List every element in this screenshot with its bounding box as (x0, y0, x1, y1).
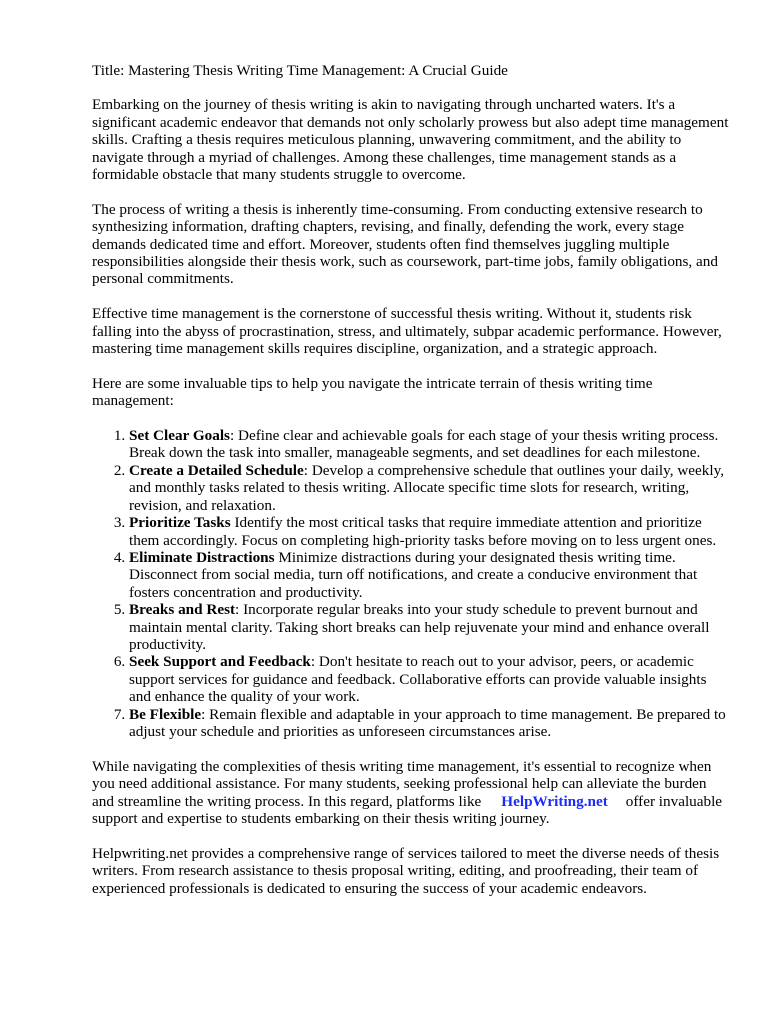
paragraph-services: Helpwriting.net provides a comprehensive range of services tailored to meet the diverse needs of thesis writers. From research assistance to thesis proposal writing, editing, and proofreading, their team of experienced professionals is dedicated to ensuring the success of your academic endeavors. (92, 844, 720, 897)
tip-item-be-flexible (129, 706, 732, 741)
paragraph-effective: Effective time management is the cornerstone of successful thesis writing. Without it, students risk falling into the abyss of procrastination, stress, and ultimately, subpar academic performance. However, mastering time management skills requires discipline, organization, and a strategic approach. (92, 305, 722, 358)
tip-text: Develop a comprehensive schedule that outlines your daily, weekly, and monthly tasks related to thesis writing. Allocate specific time slots for research, writing, revision, and relaxation. (129, 461, 724, 514)
paragraph-process: The process of writing a thesis is inherently time-consuming. From conducting extensive research to synthesizing information, drafting chapters, revising, and finally, defending the work, every stage demands dedicated time and effort. Moreover, students often find themselves juggling multiple responsibilities alongside their thesis work, such as coursework, part-time jobs, family obligations, and personal commitments. (92, 200, 718, 288)
tip-separator: : (201, 705, 210, 723)
assistance-text-before: While navigating the complexities of thesis writing time management, it's essential to recognize when you need additional assistance. For many students, seeking professional help can alleviate the burden and streamline the writing process. In this regard, platforms like (92, 757, 712, 810)
tip-heading: Seek Support and Feedback (129, 653, 311, 671)
tip-heading: Set Clear Goals (129, 427, 230, 445)
tip-separator: : (229, 427, 238, 445)
tip-item-breaks-and-rest (129, 601, 732, 653)
tip-item-prioritize-tasks (129, 514, 732, 549)
tips-list (92, 427, 732, 740)
tip-item-eliminate-distractions (129, 549, 732, 601)
assistance-text-after: offer invaluable support and expertise to students embarking on their thesis writing journey. (92, 792, 723, 827)
tip-heading: Eliminate Distractions (129, 548, 275, 566)
tip-separator: : (310, 653, 319, 671)
paragraph-intro: Embarking on the journey of thesis writing is akin to navigating through uncharted waters. It's a significant academic endeavor that demands not only scholarly prowess but also adept time management skills. Crafting a thesis requires meticulous planning, unwavering commitment, and the ability to navigate through a myriad of challenges. Among these challenges, time management stands as a formidable obstacle that many students struggle to overcome. (92, 96, 729, 184)
paragraph-tips-intro: Here are some invaluable tips to help you navigate the intricate terrain of thesis writing time management: (92, 374, 653, 410)
tip-heading: Be Flexible (129, 705, 202, 723)
tip-text: Minimize distractions during your designated thesis writing time. Disconnect from social media, turn off notifications, and create a conducive environment that fosters concentration and productivity. (129, 548, 698, 601)
tip-text: Define clear and achievable goals for each stage of your thesis writing process. Break down the task into smaller, manageable segments, and set deadlines for each milestone. (129, 427, 719, 462)
paragraph-assistance (92, 758, 732, 828)
document-title: Title: Mastering Thesis Writing Time Management: A Crucial Guide (92, 62, 508, 79)
tip-item-set-clear-goals (129, 427, 732, 462)
tip-heading: Breaks and Rest (129, 601, 236, 619)
tip-item-create-schedule (129, 462, 732, 514)
document-page (92, 62, 732, 914)
tip-text: Remain flexible and adaptable in your approach to time management. Be prepared to adjust your schedule and priorities as unforeseen circumstances arise. (129, 705, 726, 740)
tip-separator: : (303, 461, 312, 479)
tip-text: Identify the most critical tasks that require immediate attention and prioritize them accordingly. Focus on completing high-priority tasks before moving on to less urgent ones. (129, 514, 717, 549)
tip-text: Incorporate regular breaks into your study schedule to prevent burnout and maintain mental clarity. Taking short breaks can help rejuvenate your mind and enhance overall productivity. (129, 601, 710, 653)
tip-text: Don't hesitate to reach out to your advisor, peers, or academic support services for guidance and feedback. Collaborative efforts can provide valuable insights and enhance the quality of your work. (129, 653, 707, 706)
tip-item-seek-support (129, 653, 732, 705)
tip-separator: : (235, 601, 244, 619)
tip-heading: Create a Detailed Schedule (129, 461, 304, 479)
tip-heading: Prioritize Tasks (129, 514, 231, 532)
helpwriting-link[interactable]: HelpWriting.net (501, 792, 608, 810)
